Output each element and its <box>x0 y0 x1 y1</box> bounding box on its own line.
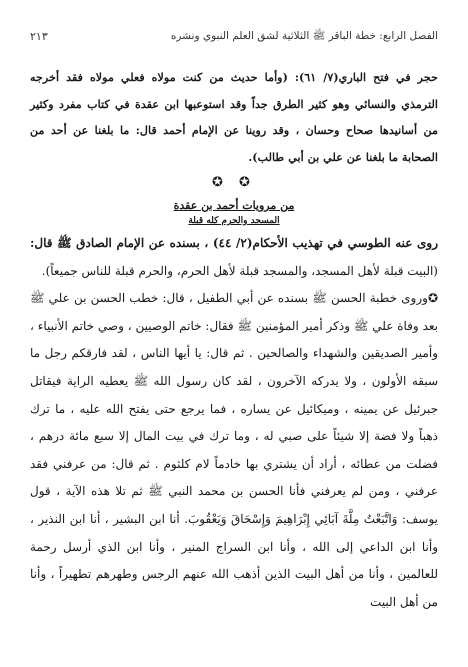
running-title: الفصل الرابع: خطة الباقر ﷺ الثلاثية لشق العلم النبوي ونشره <box>170 30 438 42</box>
paragraph-1 <box>30 230 438 285</box>
paragraph-1-lead: روى عنه الطوسي في تهذيب الأحكام(٢/ ٤٤) ، بسنده عن الإمام الصادق ﷺ قال: <box>30 236 439 250</box>
paragraph-2: ✪وروى خطبة الحسن ﷺ بسنده عن أبي الطفيل ، قال: خطب الحسن بن علي ﷺ بعد وفاة علي ﷺ وذكر أمير المؤمنين ﷺ فقال: خاتم الوصيين ، وصي خاتم الأنبياء ، وأمير الصديقين والشهداء والصالحين . ثم قال: يا أيها الناس ، لقد فارقكم رجل ما سبقه الأولون ، ولا يدركه الآخرون ، لقد كان رسول الله ﷺ يعطيه الراية فيقاتل جبرئيل عن يمينه ، وميكائيل عن يساره ، فما يرجع حتى يفتح الله عليه ، ما ترك ذهباً ولا فضة إلا شيئاً على صبي له ، وما ترك في بيت المال إلا سبع مائة درهم ، فضلت من عطائه ، أراد أن يشتري بها خادماً لام كلثوم . ثم قال: من عرفني فقد عرفني ، ومن لم يعرفني فأنا الحسن بن محمد النبي ﷺ ثم تلا هذه الآية ، قول يوسف: وَاتَّبَعْتُ مِلَّةَ آبَائِي إِبْرَاهِيمَ وَإِسْحَاقَ وَيَعْقُوبَ. أنا ابن البشير ، أنا ابن النذير ، وأنا ابن الداعي إلى الله ، وأنا ابن السراج المنير ، وأنا ابن الذي أرسل رحمة للعالمين ، وأنا من أهل البيت الذين أذهب الله عنهم الرجس وطهرهم تطهيراً ، وأنا من أهل البيت <box>30 291 438 609</box>
section-separator: ✪ ✪ <box>212 175 256 190</box>
page-header <box>30 30 438 48</box>
section-title <box>30 198 438 214</box>
section-subtitle-text: المسجد والحرم كله قبلة <box>188 216 280 226</box>
page-body <box>30 64 438 616</box>
paragraph-1-text: (البيت قبلة لأهل المسجد، والمسجد قبلة لأهل الحرم، والحرم قبلة للناس جميعاً). <box>41 263 438 278</box>
page-number: ٢١٣ <box>30 30 48 43</box>
section-title-text: من مرويات أحمد بن عقدة <box>173 199 295 212</box>
intro-paragraph: حجر في فتح الباري(٧/ ٦١): (وأما حديث من كنت مولاه فعلي مولاه فقد أخرجه الترمذي والنسائي وهو كثير الطرق جداً وقد استوعبها ابن عقدة في كتاب مفرد وكثير من أسانيدها صحاح وحسان ، وقد روينا عن الإمام أحمد قال: ما بلغنا عن أحد من الصحابة ما بلغنا عن علي بن أبي طالب). <box>30 70 438 164</box>
section-subtitle <box>30 214 438 228</box>
